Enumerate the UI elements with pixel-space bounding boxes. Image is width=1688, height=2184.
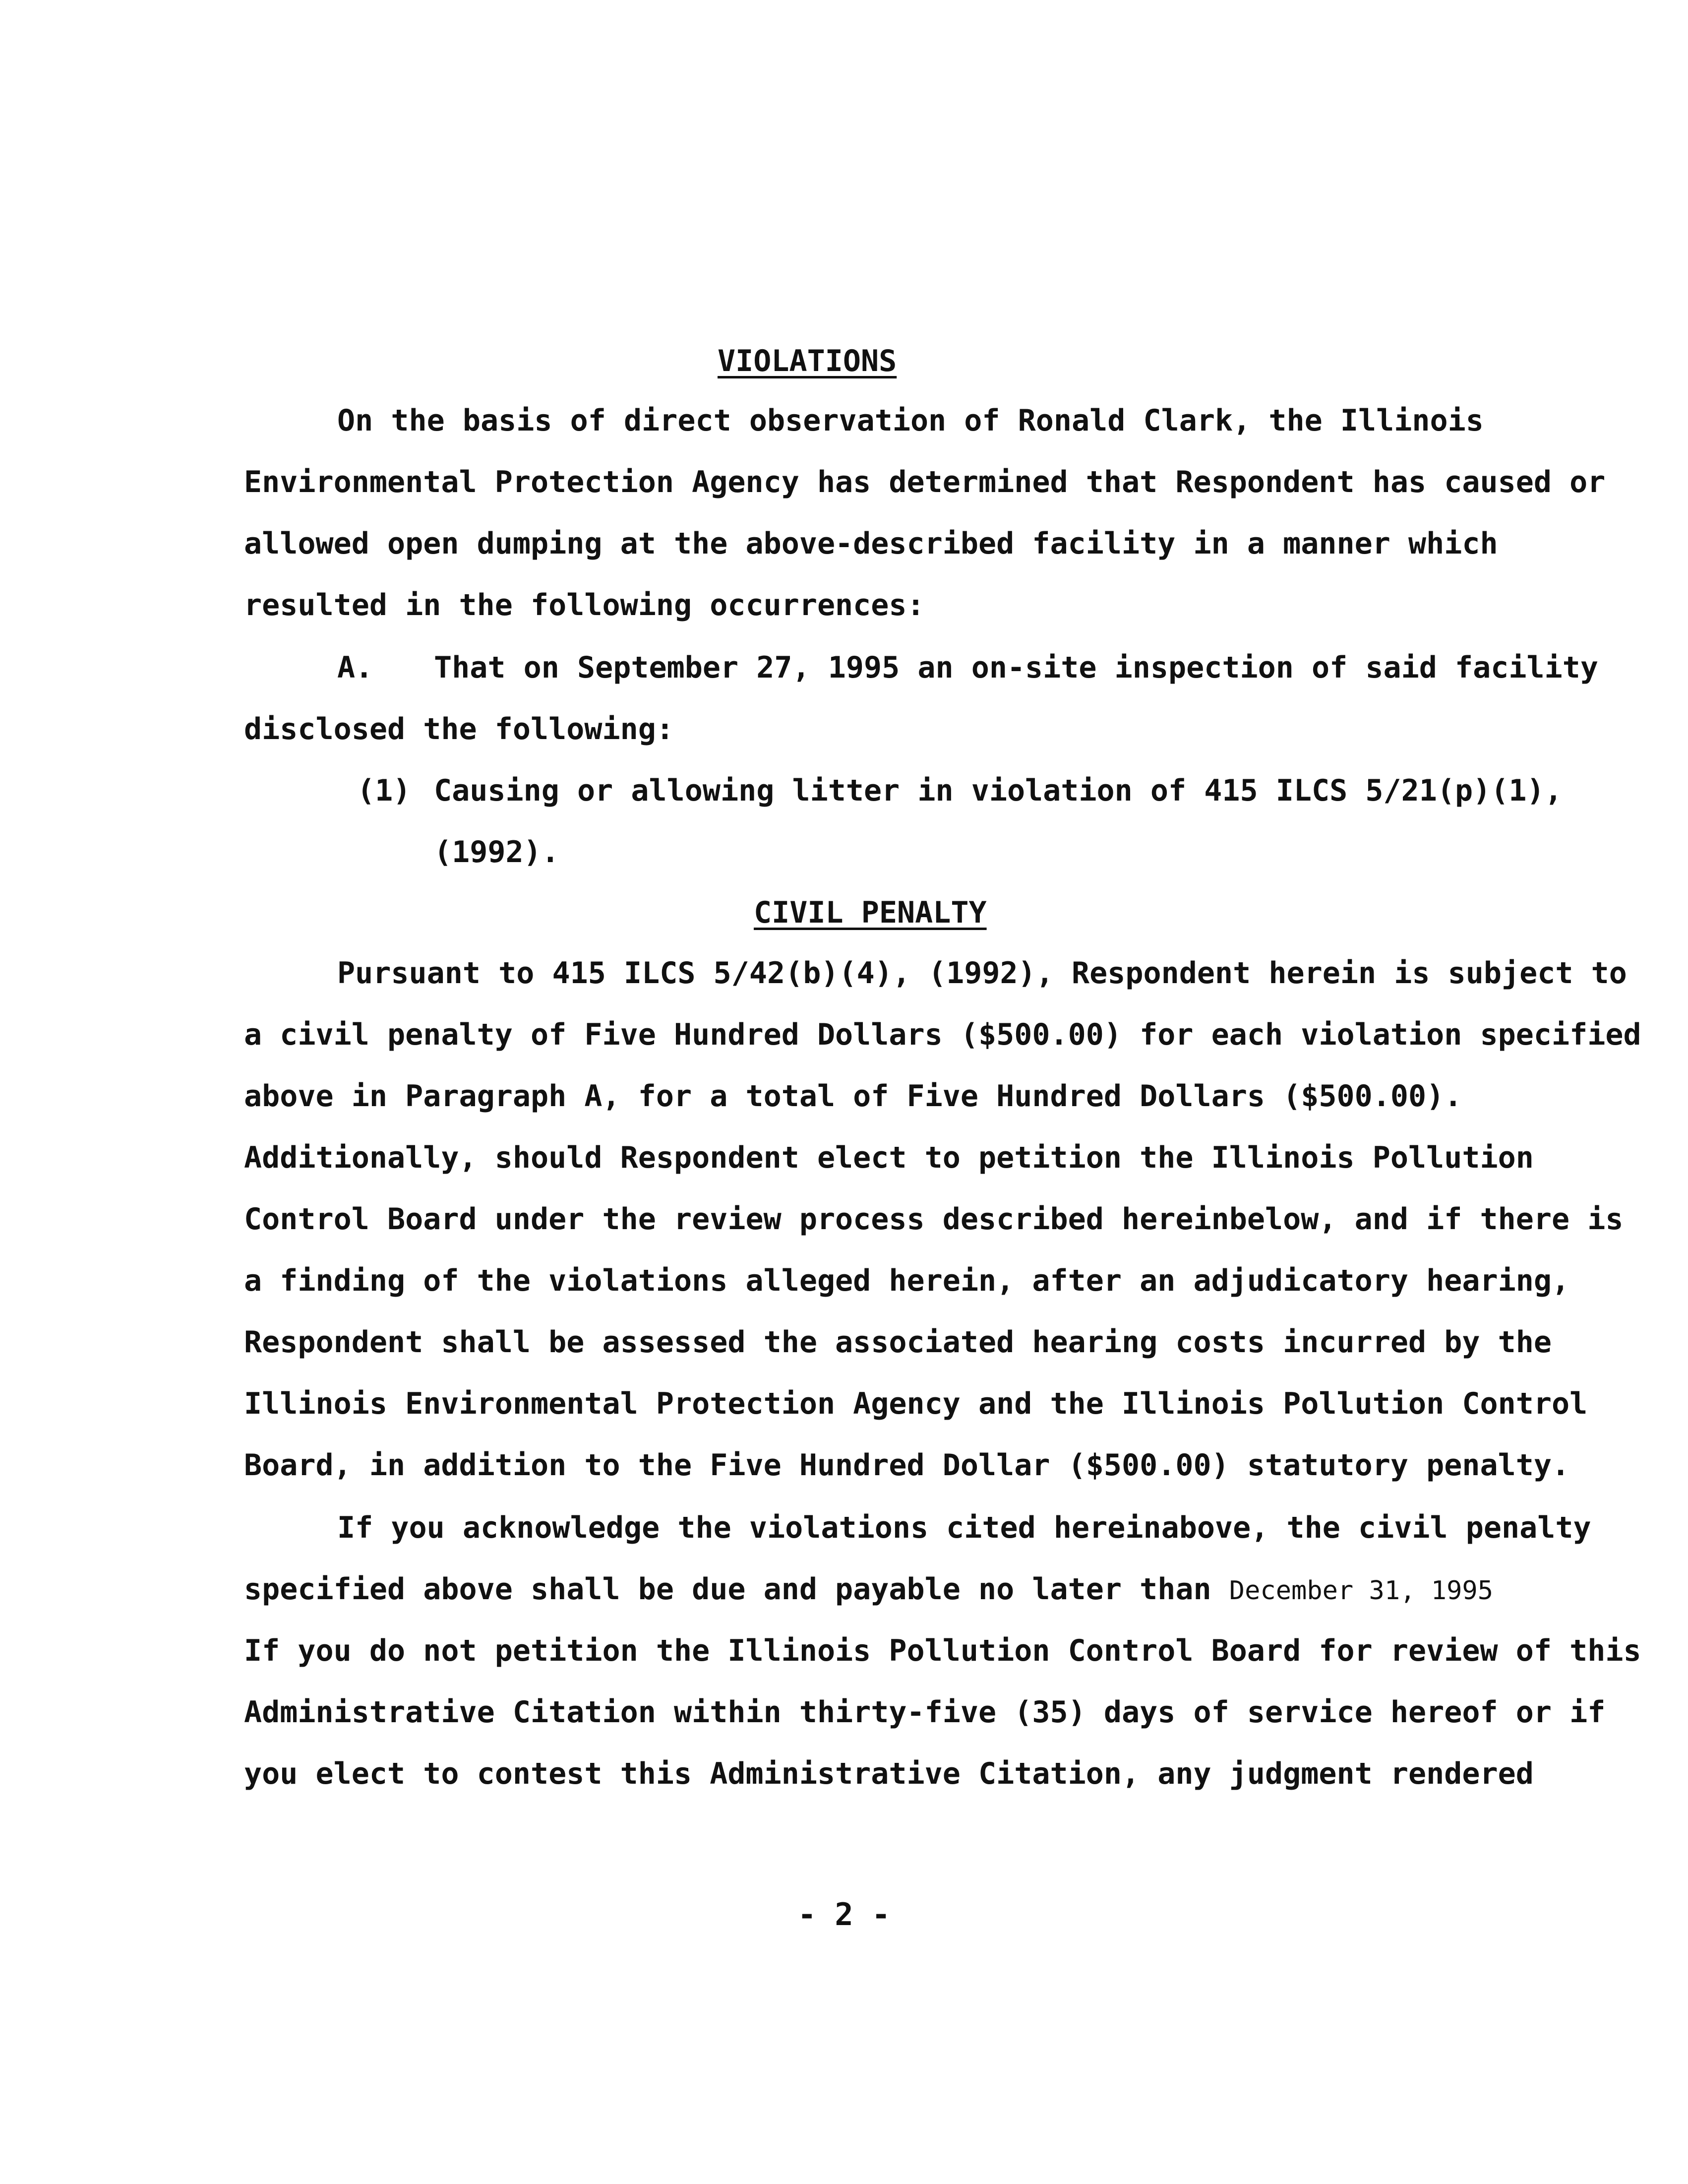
civil-penalty-para1-line-1: Pursuant to 415 ILCS 5/42(b)(4), (1992), Respondent herein is subject to [337,956,1627,991]
civil-penalty-para1-line-4: Additionally, should Respondent elect to petition the Illinois Pollution [244,1140,1534,1175]
subitem-1-line-2: (1992). [434,835,559,870]
payment-due-date: December 31, 1995 [1229,1576,1493,1606]
item-a-line-2: disclosed the following: [244,712,674,747]
violations-para1-line-1: On the basis of direct observation of Ronald Clark, the Illinois [337,403,1484,438]
civil-penalty-para2-line-2 [244,1569,1493,1611]
item-a-line-1: That on September 27, 1995 an on-site inspection of said facility [434,650,1598,685]
violations-para1-line-3: allowed open dumping at the above-described facility in a manner which [244,526,1498,561]
civil-penalty-para1-line-2: a civil penalty of Five Hundred Dollars ($500.00) for each violation specified [244,1017,1641,1052]
civil-penalty-heading: CIVIL PENALTY [754,895,987,930]
civil-penalty-para2-line-4: Administrative Citation within thirty-five (35) days of service hereof or if [244,1695,1606,1730]
civil-penalty-para2-line-3: If you do not petition the Illinois Pollution Control Board for review of this [244,1633,1641,1668]
civil-penalty-para1-line-9: Board, in addition to the Five Hundred Dollar ($500.00) statutory penalty. [244,1448,1570,1483]
civil-penalty-para2-line-1: If you acknowledge the violations cited hereinabove, the civil penalty [337,1510,1591,1545]
page-number: - 2 - [797,1896,891,1933]
civil-penalty-para1-line-6: a finding of the violations alleged herein, after an adjudicatory hearing, [244,1263,1570,1298]
violations-para1-line-4: resulted in the following occurrences: [244,588,925,623]
payment-due-text: specified above shall be due and payable no later than [244,1572,1211,1607]
civil-penalty-para1-line-5: Control Board under the review process described hereinbelow, and if there is [244,1202,1624,1237]
subitem-1-line-1: Causing or allowing litter in violation of 415 ILCS 5/21(p)(1), [434,773,1563,808]
violations-para1-line-2: Environmental Protection Agency has determined that Respondent has caused or [244,465,1606,499]
civil-penalty-para1-line-3: above in Paragraph A, for a total of Five Hundred Dollars ($500.00). [244,1079,1462,1114]
civil-penalty-para2-line-5: you elect to contest this Administrative Citation, any judgment rendered [244,1756,1534,1791]
subitem-1-label: (1) [357,773,411,808]
civil-penalty-para1-line-7: Respondent shall be assessed the associated hearing costs incurred by the [244,1325,1552,1360]
civil-penalty-para1-line-8: Illinois Environmental Protection Agency and the Illinois Pollution Control [244,1386,1588,1421]
violations-heading: VIOLATIONS [718,344,897,378]
item-a-label: A. [337,650,373,685]
